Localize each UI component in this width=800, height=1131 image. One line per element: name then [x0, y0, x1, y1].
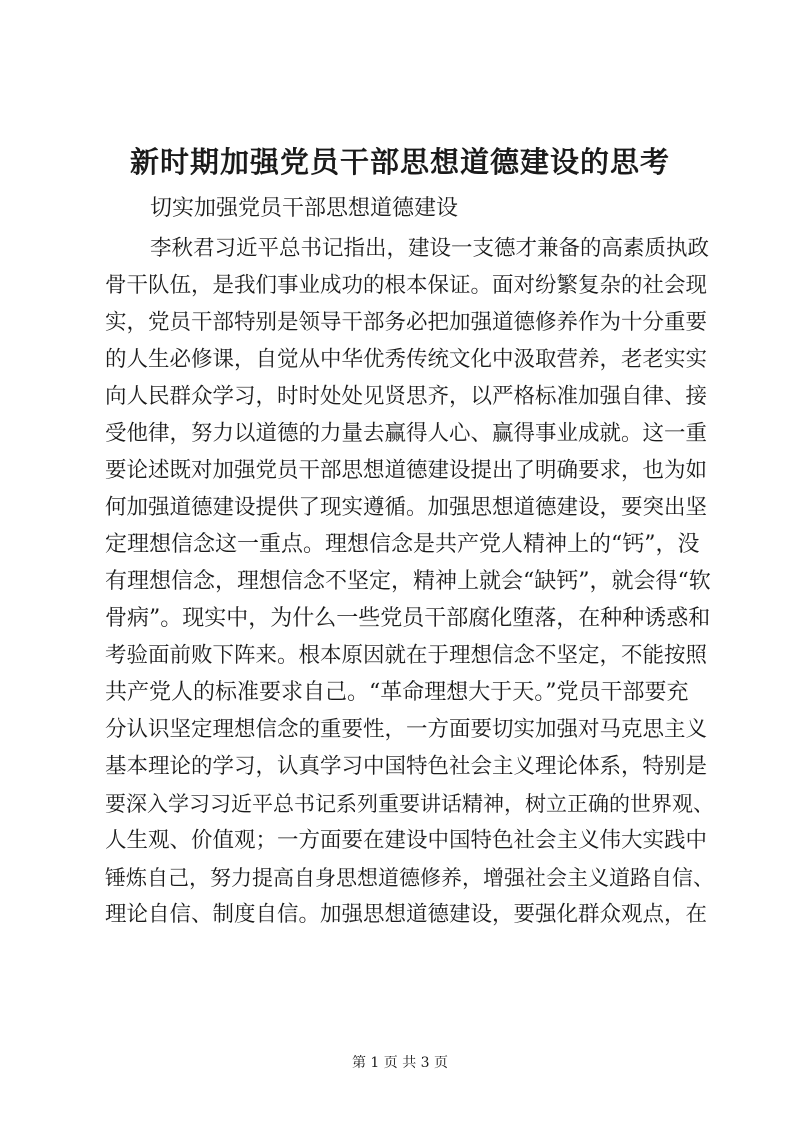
body-line: 理论自信、制度自信。加强思想道德建设，要强化群众观点，在: [105, 902, 708, 927]
document-subtitle: 切实加强党员干部思想道德建设: [150, 196, 459, 221]
body-line: 向人民群众学习，时时处处见贤思齐，以严格标准加强自律、接: [105, 384, 708, 409]
body-line: 实，党员干部特别是领导干部务必把加强道德修养作为十分重要: [105, 310, 708, 335]
body-line: 考验面前败下阵来。根本原因就在于理想信念不坚定，不能按照: [105, 643, 708, 668]
body-line: 的人生必修课，自觉从中华优秀传统文化中汲取营养，老老实实: [105, 347, 708, 372]
body-line: 基本理论的学习，认真学习中国特色社会主义理论体系，特别是: [105, 754, 708, 779]
body-line: 锤炼自己，努力提高自身思想道德修养，增强社会主义道路自信、: [105, 866, 714, 890]
body-line: 李秋君习近平总书记指出，建设一支德才兼备的高素质执政: [150, 236, 710, 261]
page-number-footer: 第 1 页 共 3 页: [351, 1055, 449, 1071]
body-line: 骨干队伍，是我们事业成功的根本保证。面对纷繁复杂的社会现: [105, 273, 708, 298]
body-line: 人生观、价值观；一方面要在建设中国特色社会主义伟大实践中: [105, 828, 708, 853]
body-line: 骨病”。现实中，为什么一些党员干部腐化堕落，在种种诱惑和: [105, 606, 711, 631]
body-line: 何加强道德建设提供了现实遵循。加强思想道德建设，要突出坚: [105, 495, 708, 520]
body-line: 受他律，努力以道德的力量去赢得人心、赢得事业成就。这一重: [105, 421, 708, 446]
body-line: 要论述既对加强党员干部思想道德建设提出了明确要求，也为如: [105, 458, 708, 483]
document-title: 新时期加强党员干部思想道德建设的思考: [129, 145, 670, 179]
body-line: 有理想信念，理想信念不坚定，精神上就会“缺钙”，就会得“软: [105, 569, 711, 594]
body-line: 共产党人的标准要求自己。“革命理想大于天。”党员干部要充: [105, 680, 689, 705]
body-line: 要深入学习习近平总书记系列重要讲话精神，树立正确的世界观、: [105, 792, 714, 816]
body-line: 分认识坚定理想信念的重要性，一方面要切实加强对马克思主义: [105, 717, 708, 742]
body-line: 定理想信念这一重点。理想信念是共产党人精神上的“钙”，没: [105, 532, 700, 557]
